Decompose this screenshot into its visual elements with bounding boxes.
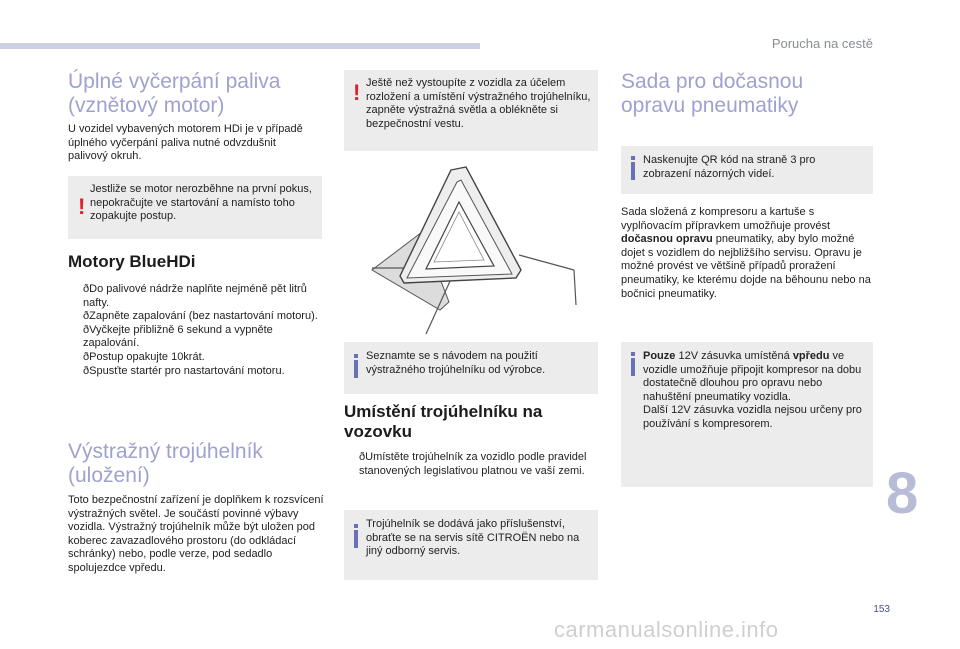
info-text: Pouze 12V zásuvka umístěná vpředu ve vozidle umožňuje připojit kompresor na dobu dostatečně dlouhou pro opravu nebo nahuštění pneumatiky vozidla. Další 12V zásuvka vozidla nejsou určeny pro používání s kompresorem. [643,350,862,430]
chapter-number: 8 [886,461,919,526]
storage-text: Toto bezpečnostní zařízení je doplňkem k rozsvícení výstražných světel. Je součástí povinné výbavy vozidla. Výstražný trojúhelník může být uložen pod koberec zavazadlového prostoru (do odkládací schránky) nebo, podle verze, pod sedadlo spolujezdce vpředu. [68,494,324,574]
repair-kit-text: Sada složená z kompresoru a kartuše s vyplňovacím přípravkem umožňuje provést dočasnou opravu pneumatiky, aby bylo možné dojet s vozidlem do nejbližšího servisu. Opravu je možné provést ve většině případů proražení pneumatiky, ke kterému dojde na běhounu nebo na bočnici pneumatiky. [621,206,871,300]
triangle-storage-title: Výstražný trojúhelník (uložení) [68,440,263,487]
info-text: Naskenujte QR kód na straně 3 pro zobrazení názorných videí. [643,154,816,180]
list-item: ð Zapněte zapalování (bez nastartování motoru). [68,310,318,324]
info-icon [631,162,635,180]
fuel-exhaustion-title: Úplné vyčerpání paliva (vznětový motor) [68,70,281,117]
repair-kit-title: Sada pro dočasnou opravu pneumatiky [621,70,804,117]
list-item: ð Umístěte trojúhelník za vozidlo podle pravidel stanovených legislativou platnou ve vaší zemi. [344,451,598,478]
list-item: ð Vyčkejte přibližně 6 sekund a vypněte zapalování. [68,324,318,351]
info-box-accessory [344,510,598,580]
info-box-socket [621,342,873,487]
watermark: carmanualsonline.info [554,617,779,642]
info-icon [631,358,635,376]
info-box-qr [621,146,873,194]
warning-triangle-illustration [344,160,598,340]
page-number: 153 [873,604,890,615]
bluehdi-steps [68,283,318,378]
warning-box-restart [68,176,322,239]
list-item: ð Spusťte startér pro nastartování motoru. [68,365,318,379]
info-icon [354,360,358,378]
info-icon [354,530,358,548]
placement-steps [344,451,598,478]
list-item: ð Postup opakujte 10krát. [68,351,318,365]
warning-text: Jestliže se motor nerozběhne na první pokus, nepokračujte ve startování a namísto toho zopakujte postup. [90,183,312,223]
warning-icon: ! [353,80,361,105]
section-title: Porucha na cestě [771,36,873,51]
warning-box-vest [344,70,598,151]
fuel-intro-text: U vozidel vybavených motorem HDi je v případě úplného vyčerpání paliva nutné odvzdušnit palivový okruh. [68,123,303,163]
info-text: Trojúhelník se dodává jako příslušenství, obraťte se na servis sítě CITROËN nebo na jiný odborný servis. [366,518,580,558]
warning-text: Ještě než vystoupíte z vozidla za účelem rozložení a umístění výstražného trojúhelníku, zapněte výstražná světla a oblékněte si bezpečnostní vestu. [366,77,591,130]
info-text: Seznamte se s návodem na použití výstražného trojúhelníku od výrobce. [366,350,546,376]
bluehdi-heading: Motory BlueHDi [68,252,196,271]
placement-heading: Umístění trojúhelníku na vozovku [344,402,543,441]
info-box-manufacturer [344,342,598,394]
warning-icon: ! [78,194,86,219]
list-item: ð Do palivové nádrže naplňte nejméně pět litrů nafty. [68,283,318,310]
header-bar [0,43,480,49]
